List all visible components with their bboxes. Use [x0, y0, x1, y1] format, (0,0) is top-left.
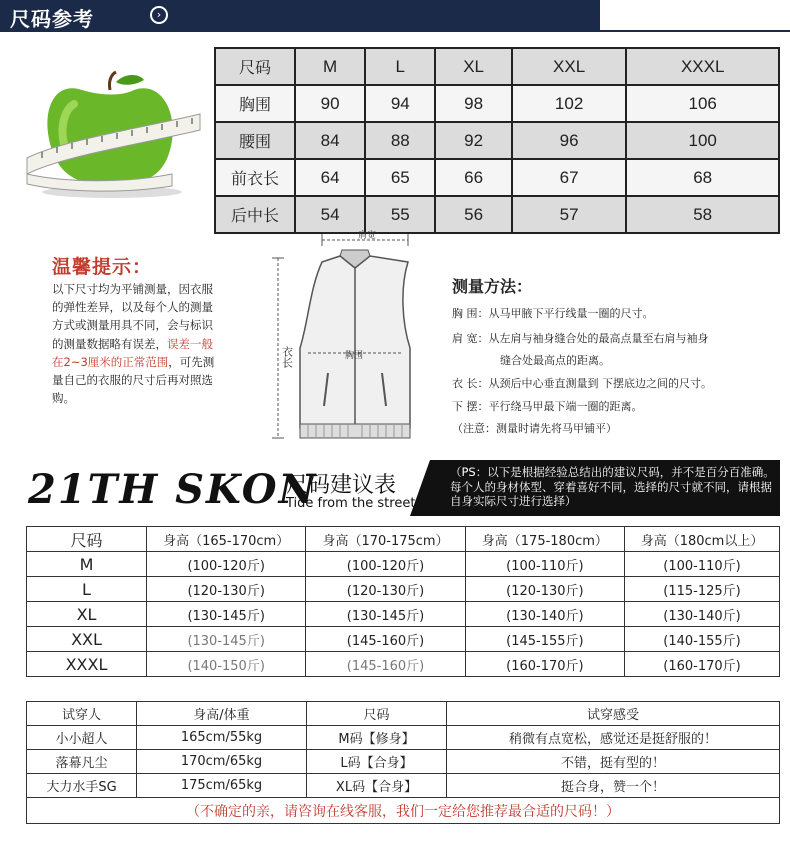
tips-text: ，可先测量自己的衣服的尺寸后再对照选购。 [52, 354, 215, 406]
table-cell: (120-130斤) [465, 577, 624, 602]
measure-row: （注意：测量时请先将马甲铺平） [452, 422, 617, 435]
table-header-cell: XXL [512, 48, 627, 85]
table-header-cell: 尺码 [27, 527, 147, 552]
table-header-cell: 尺码 [307, 702, 447, 726]
table-row [27, 750, 780, 774]
brand-banner [10, 460, 780, 518]
table-cell: 94 [365, 85, 435, 122]
brand-logo: 21TH SKON [28, 466, 318, 513]
trial-fitting-table [26, 701, 780, 824]
table-cell: 100 [626, 122, 779, 159]
table-header-cell: 身高（170-175cm） [306, 527, 465, 552]
table-header-row [27, 527, 780, 552]
trial-note: （不确定的亲，请咨询在线客服，我们一定给您推荐最合适的尺码！） [27, 798, 780, 824]
table-cell: 55 [365, 196, 435, 233]
table-cell: 腰围 [215, 122, 295, 159]
table-cell: 67 [512, 159, 627, 196]
table-cell: XXXL [27, 652, 147, 677]
brand-english: Tide from the street [286, 496, 416, 511]
table-header-cell: 身高/体重 [137, 702, 307, 726]
table-cell: 胸围 [215, 85, 295, 122]
table-cell: (100-110斤) [465, 552, 624, 577]
length-label: 衣长 [280, 346, 294, 368]
tips-text: 以下尺寸均为平铺测量，因衣服的弹性差异，以及每个人的测量方式或测量用具不同，会与标识的测量数据略有误差， [52, 282, 213, 351]
table-row [27, 652, 780, 677]
measure-row: 缝合处最高点的距离。 [500, 354, 610, 367]
table-cell: (100-110斤) [625, 552, 780, 577]
table-row [27, 627, 780, 652]
table-cell: 57 [512, 196, 627, 233]
table-cell: (145-160斤) [306, 652, 465, 677]
table-cell: 165cm/55kg [137, 726, 307, 750]
chest-label: 胸围 [345, 351, 364, 361]
measure-row: 下 摆：平行绕马甲最下端一圈的距离。 [452, 400, 643, 413]
table-cell: 88 [365, 122, 435, 159]
table-header-cell: XXXL [626, 48, 779, 85]
measure-row: 衣 长：从颈后中心垂直测量到 下摆底边之间的尺寸。 [452, 377, 712, 390]
table-cell: 92 [435, 122, 511, 159]
table-cell: 前衣长 [215, 159, 295, 196]
table-row [27, 552, 780, 577]
measure-row: 胸 围：从马甲腋下平行线量一圈的尺寸。 [452, 307, 654, 320]
table-cell: (160-170斤) [465, 652, 624, 677]
size-chart-table [214, 47, 780, 234]
table-cell: (120-130斤) [306, 577, 465, 602]
table-row [27, 577, 780, 602]
table-cell: (100-120斤) [306, 552, 465, 577]
table-header-cell: 身高（175-180cm） [465, 527, 624, 552]
table-cell: (120-130斤) [147, 577, 306, 602]
table-cell: L码【合身】 [307, 750, 447, 774]
table-cell: (100-120斤) [147, 552, 306, 577]
table-header-cell: M [295, 48, 365, 85]
table-header-cell: L [365, 48, 435, 85]
table-cell: M [27, 552, 147, 577]
section-header [0, 0, 790, 30]
table-cell: 58 [626, 196, 779, 233]
table-row [215, 85, 779, 122]
table-cell: (145-160斤) [306, 627, 465, 652]
table-cell: (130-145斤) [147, 627, 306, 652]
table-cell: 54 [295, 196, 365, 233]
table-cell: XXL [27, 627, 147, 652]
table-cell: (140-155斤) [625, 627, 780, 652]
table-cell: 稍微有点宽松，感觉还是挺舒服的！ [447, 726, 780, 750]
table-cell: XL [27, 602, 147, 627]
table-cell: L [27, 577, 147, 602]
brand-note: （PS：以下是根据经验总结出的建议尺码，并不是百分百准确。每个人的身材体型、穿着喜好不同，选择的尺寸就不同，请根据自身实际尺寸进行选择） [450, 465, 775, 508]
table-cell: 不错，挺有型的！ [447, 750, 780, 774]
table-cell: (140-150斤) [147, 652, 306, 677]
table-cell: (145-155斤) [465, 627, 624, 652]
table-cell: 落幕凡尘 [27, 750, 137, 774]
table-cell: (130-145斤) [306, 602, 465, 627]
table-cell: 170cm/65kg [137, 750, 307, 774]
table-header-cell: 身高（165-170cm） [147, 527, 306, 552]
measure-row: 肩 宽：从左肩与袖身缝合处的最高点量至右肩与袖身 [452, 332, 709, 345]
page-title: 尺码参考 [10, 7, 94, 31]
table-header-cell: 试穿感受 [447, 702, 780, 726]
table-cell: M码【修身】 [307, 726, 447, 750]
header-slant [560, 0, 600, 30]
chevron-circle-right-icon: › [150, 6, 168, 24]
table-cell: (130-140斤) [465, 602, 624, 627]
table-row [215, 122, 779, 159]
header-line [0, 30, 790, 32]
table-cell: (115-125斤) [625, 577, 780, 602]
table-cell: 56 [435, 196, 511, 233]
table-cell: 65 [365, 159, 435, 196]
table-header-row [27, 702, 780, 726]
table-cell: (160-170斤) [625, 652, 780, 677]
table-header-cell: 尺码 [215, 48, 295, 85]
table-cell: 96 [512, 122, 627, 159]
table-row [27, 602, 780, 627]
table-cell: (130-145斤) [147, 602, 306, 627]
table-cell: 小小超人 [27, 726, 137, 750]
table-row [27, 798, 780, 824]
tips-highlight: 误差一般在2~3厘米的正常范围 [52, 336, 213, 369]
vest-measurement-diagram [260, 228, 450, 450]
brand-subtitle: 尺码建议表 [286, 473, 397, 498]
table-header-cell: XL [435, 48, 511, 85]
table-cell: 102 [512, 85, 627, 122]
table-row [27, 726, 780, 750]
table-cell: 90 [295, 85, 365, 122]
table-cell: 挺合身，赞一个！ [447, 774, 780, 798]
apple-tape-measure-image [22, 70, 202, 200]
table-cell: 大力水手SG [27, 774, 137, 798]
table-header-cell: 试穿人 [27, 702, 137, 726]
table-row [27, 774, 780, 798]
table-cell: (130-140斤) [625, 602, 780, 627]
shoulder-label: 肩宽 [358, 231, 377, 241]
table-cell: 175cm/65kg [137, 774, 307, 798]
table-row [215, 159, 779, 196]
size-suggestion-table [26, 526, 780, 677]
table-cell: 64 [295, 159, 365, 196]
measure-title: 测量方法： [452, 277, 533, 296]
table-cell: 后中长 [215, 196, 295, 233]
table-cell: 66 [435, 159, 511, 196]
tips-title: 温馨提示： [52, 256, 153, 278]
table-cell: 68 [626, 159, 779, 196]
table-cell: XL码【合身】 [307, 774, 447, 798]
table-cell: 84 [295, 122, 365, 159]
table-cell: 106 [626, 85, 779, 122]
tips-body [52, 280, 224, 407]
table-cell: 98 [435, 85, 511, 122]
table-header-cell: 身高（180cm以上） [625, 527, 780, 552]
table-header-row [215, 48, 779, 85]
